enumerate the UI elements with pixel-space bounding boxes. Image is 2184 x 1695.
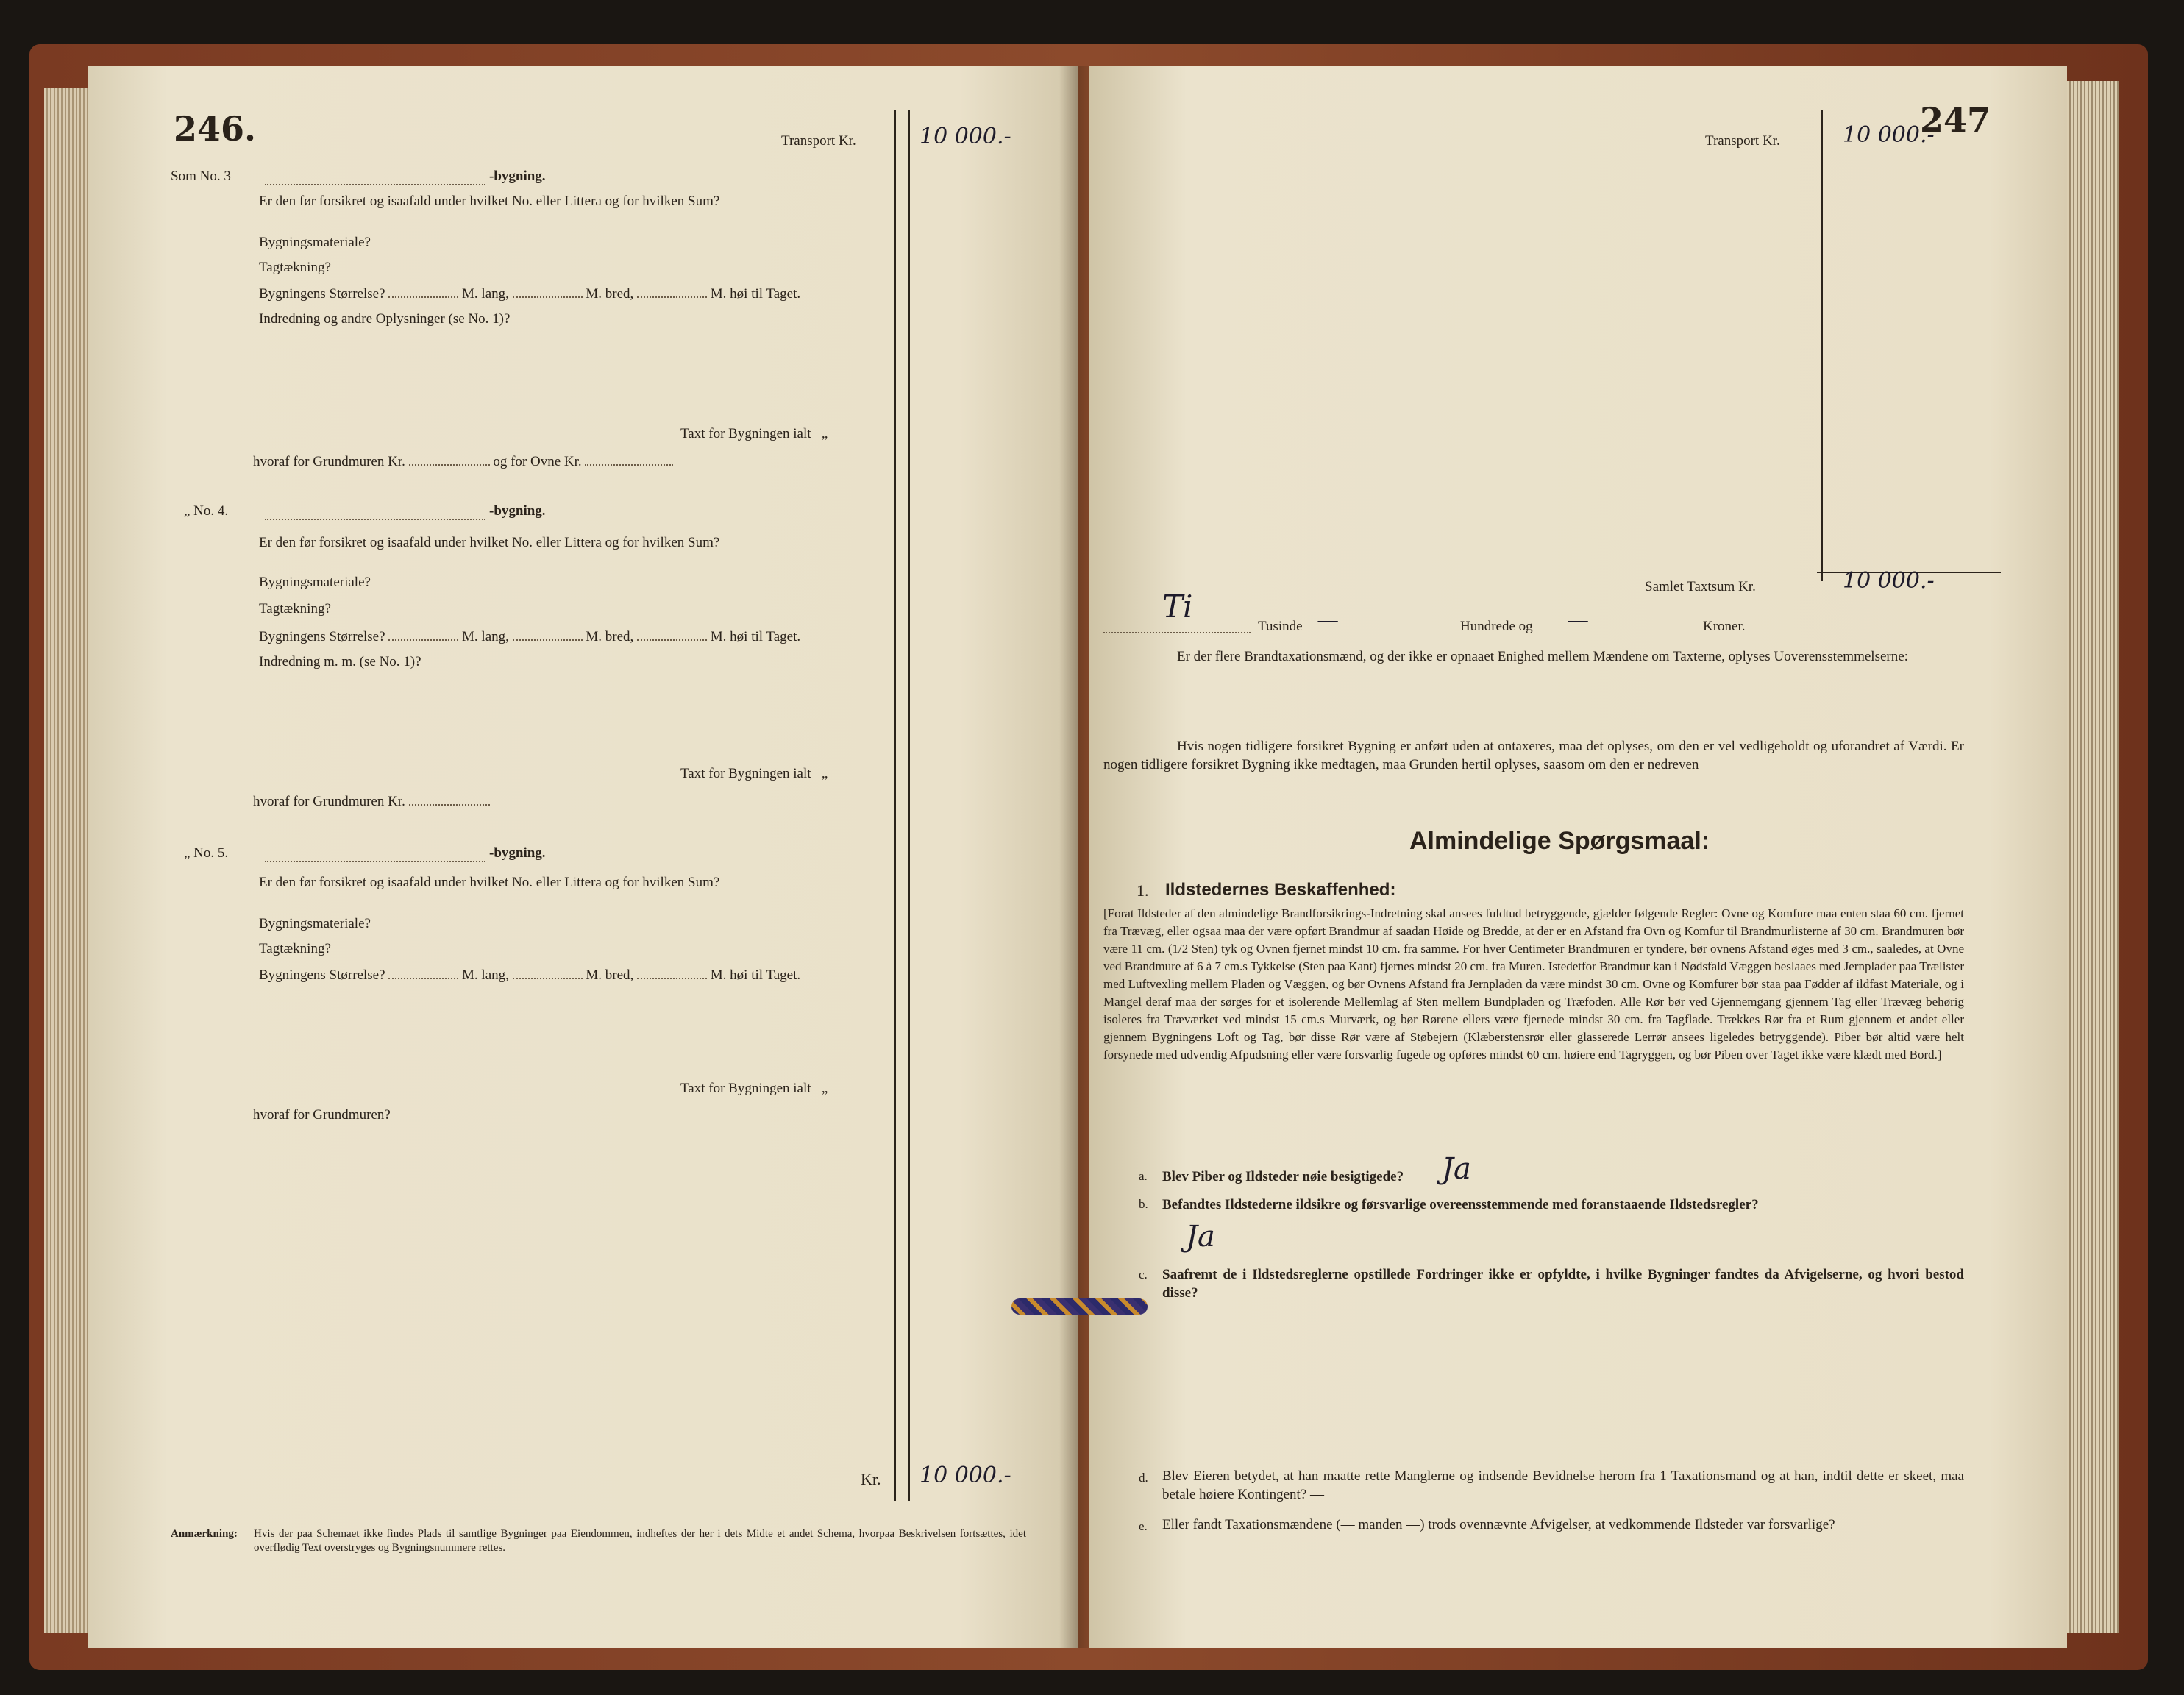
page-edges-right xyxy=(2067,81,2119,1633)
qc-text: Saafremt de i Ildstedsreglerne opstillede Fordringer ikke er opfyldte, i hvilke Bygninger fandtes da Afvigelserne, og hvori bestod disse? xyxy=(1162,1267,1964,1301)
right-transport-amount: 10 000.- xyxy=(1843,122,1935,148)
qb-text: Befandtes Ildstederne ildsikre og førsvarlige overeensstemmende med foranstaaende Ildstedsregler? xyxy=(1162,1197,1759,1212)
b3-material: Bygningsmateriale? xyxy=(259,235,371,250)
b4-hvoraf: hvoraf for Grundmuren Kr. xyxy=(253,795,490,809)
section-heading: Almindelige Spørgsmaal: xyxy=(1409,827,1710,855)
hundrede-label: Hundrede og xyxy=(1460,619,1533,634)
qa-text: Blev Piber og Ildsteder nøie besigtigede? xyxy=(1162,1169,1404,1184)
samlet-amount: 10 000.- xyxy=(1843,568,1935,594)
qb-label: b. xyxy=(1139,1197,1148,1211)
note-label: Anmærkning: xyxy=(171,1528,238,1540)
binding-thread xyxy=(1011,1298,1148,1315)
b5-suffix: -bygning. xyxy=(489,845,546,861)
qd-text: Blev Eieren betydet, at han maatte rette Manglerne og indsende Bevidnelse herom fra 1 Taxationsmand og at han, indtil dette er skeet, maa betale høiere Kontingent? — xyxy=(1162,1468,1964,1502)
qe-text: Eller fandt Taxationsmændene (— manden —) trods ovennævnte Afvigelser, at vedkommende Ildsteder var forsvarlige? xyxy=(1162,1517,1835,1532)
b4-material: Bygningsmateriale? xyxy=(259,575,371,590)
left-amount-column-rule xyxy=(894,110,896,1501)
right-transport-label: Transport Kr. xyxy=(1705,133,1780,149)
b5-roof: Tagtækning? xyxy=(259,941,331,956)
hvis-text: Hvis nogen tidligere forsikret Bygning er anført uden at ontaxeres, maa det oplyses, om den er vel vedligeholdt og uforandret af Værdi. Er nogen tidligere forsikret Bygning ikke medtagen, maa Grunden hertil oplyses, saasom om den er nedreven xyxy=(1103,739,1964,772)
tusinde-handwritten: Ti xyxy=(1162,589,1193,625)
b3-size: Bygningens Størrelse? M. lang, M. bred, M. høi til Taget. xyxy=(259,286,801,302)
b5-material: Bygningsmateriale? xyxy=(259,916,371,931)
left-amount-column-rule-2 xyxy=(908,110,910,1501)
b4-size: Bygningens Størrelse? M. lang, M. bred, M. høi til Taget. xyxy=(259,629,801,644)
q1-title: Ildstedernes Beskaffenhed: xyxy=(1165,880,1396,900)
q1-number: 1. xyxy=(1137,881,1149,900)
b3-roof: Tagtækning? xyxy=(259,260,331,275)
b3-suffix: -bygning. xyxy=(489,168,546,184)
b3-hvoraf: hvoraf for Grundmuren Kr. og for Ovne Kr. xyxy=(253,455,673,469)
right-page-number: 247 xyxy=(1920,100,1991,140)
right-amount-column-rule xyxy=(1821,110,1823,581)
b3-taxt: Taxt for Bygningen ialt „ xyxy=(680,426,828,441)
right-page xyxy=(1089,66,2067,1648)
b4-interior: Indredning m. m. (se No. 1)? xyxy=(259,654,421,669)
left-page xyxy=(88,66,1078,1648)
qb-handwritten: Ja xyxy=(1186,1220,1215,1254)
tusinde-label: Tusinde xyxy=(1258,619,1303,634)
b3-insured-question: Er den før forsikret og isaafald under hvilket No. eller Littera og for hvilken Sum? xyxy=(259,193,720,209)
qa-label: a. xyxy=(1139,1169,1148,1183)
left-transport-amount: 10 000.- xyxy=(920,124,1011,149)
qe-label: e. xyxy=(1139,1519,1148,1533)
left-transport-label: Transport Kr. xyxy=(781,133,856,149)
left-page-number: 246. xyxy=(174,109,257,149)
page-edges-left xyxy=(44,88,88,1633)
qa-handwritten: Ja xyxy=(1442,1152,1471,1186)
left-total-amount: 10 000.- xyxy=(920,1463,1011,1488)
b5-size: Bygningens Størrelse? M. lang, M. bred, M. høi til Taget. xyxy=(259,967,801,983)
note-text: Hvis der paa Schemaet ikke findes Plads til samtlige Bygninger paa Eiendommen, indheftes der her i dets Midte et andet Schema, hvorpaa Beskrivelsen fortsættes, idet overflødig Text overstryges og Bygningsnummere rettes. xyxy=(254,1528,1026,1554)
b4-insured-question: Er den før forsikret og isaafald under hvilket No. eller Littera og for hvilken Sum? xyxy=(259,535,720,550)
qc-label: c. xyxy=(1139,1268,1148,1282)
b4-taxt: Taxt for Bygningen ialt „ xyxy=(680,766,828,781)
b5-prefix: „ No. 5. xyxy=(184,845,229,861)
samlet-label: Samlet Taxtsum Kr. xyxy=(1645,579,1756,594)
b5-insured-question: Er den før forsikret og isaafald under hvilket No. eller Littera og for hvilken Sum? xyxy=(259,875,720,890)
flere-text: Er der flere Brandtaxationsmænd, og der ikke er opnaaet Enighed mellem Mændene om Taxterne, oplyses Uoverensstemmelserne: xyxy=(1177,649,1908,664)
left-total-label: Kr. xyxy=(861,1470,881,1488)
b3-prefix: Som No. 3 xyxy=(171,168,231,184)
kroner-dash: — xyxy=(1567,608,1589,633)
kroner-label: Kroner. xyxy=(1703,619,1746,634)
b4-roof: Tagtækning? xyxy=(259,601,331,616)
b4-prefix: „ No. 4. xyxy=(184,503,229,519)
hundrede-dash: — xyxy=(1317,608,1339,633)
b5-taxt: Taxt for Bygningen ialt „ xyxy=(680,1081,828,1096)
b5-hvoraf: hvoraf for Grundmuren? xyxy=(253,1107,391,1123)
qd-label: d. xyxy=(1139,1471,1148,1485)
b3-interior: Indredning og andre Oplysninger (se No. 1)? xyxy=(259,311,511,327)
regler-text: [Forat Ildsteder af den almindelige Brandforsikrings-Indretning skal ansees fuldtud betryggende, gjælder følgende Regler: Ovne og Komfure maa enten staa 60 cm. fjernet fra Trævæg, eller ogsaa maa der være opført Brandmur af saadan Høide og Bredde, at der er en Afstand fra Ovn og Komfur til Brandmurlisterne af 30 cm. Brandmuren bør være 11 cm. (1/2 Sten) tyk og Ovnen fjernet mindst 10 cm. fra samme. For hver Centimeter Brandmuren er tyndere, bør ovnens Afstand øges med 3 cm., saaledes, at Ovne ved Brandmure af 6 à 7 cm.s Tykkelse (Sten paa Kant) fjernes mindst 20 cm. fra Muren. Istedetfor Brandmur kan i Nødsfald Væggen beslaaes med Jernplader paa Trælister med Luftvexling mellem Pladen og Væggen, og bør Ovnens Afstand fra Jernpladen da være mindst 30 cm. Ovne og Komfurer bør staa paa Fødder af ildfast Materiale, og i Mangel deraf maa der sørges for et isolerende Mellemlag af Sten mellem Bundpladen og Træfoden. Alle Rør bør ved Gjennemgang gjennem Tag eller Trævæg behørig isoleres fra Træværket ved mindst 15 cm.s Murværk, og bør Rørene ellers være fjernede mindst 30 cm. fra Tagflade. Trækkes Rør fra et Rum gjennem et andet eller gjennem Bygningens Loft og Tag, bør disse Rør være af Støbejern (Klæberstensrør eller glasserede Lerrør ansees ligeledes betryggende). Piber bør altid være helt forsynede med udvendig Afpudsning eller være forsvarlig fugede og opføres mindst 60 cm. høiere end Tagryggen, og bør Piben over Taget ikke være klædt med Bord.] xyxy=(1103,906,1964,1062)
b4-suffix: -bygning. xyxy=(489,503,546,519)
